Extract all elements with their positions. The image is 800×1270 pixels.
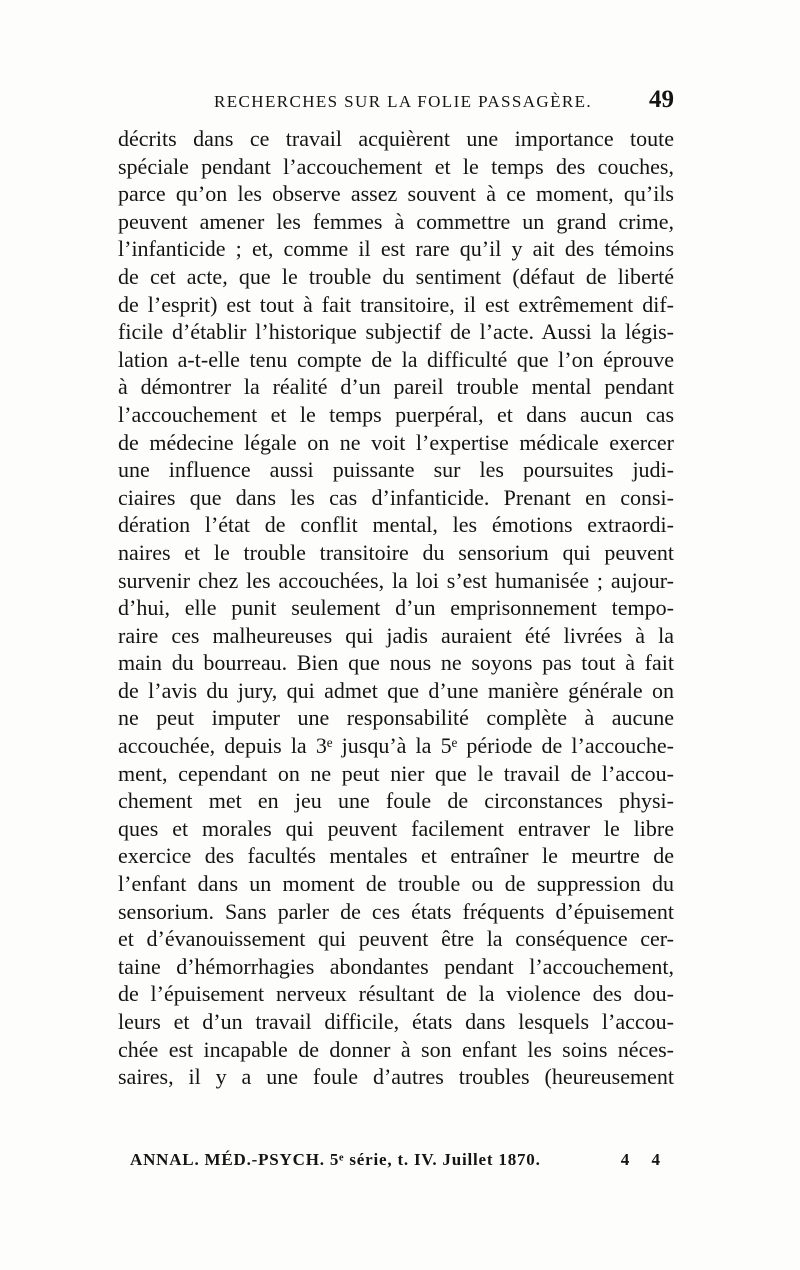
text-line: dération l’état de conflit mental, les émotions extraordi- [118, 512, 674, 538]
text-line: parce qu’on les observe assez souvent à ce moment, qu’ils [118, 181, 674, 207]
journal-reference: ANNAL. MÉD.-PSYCH. 5ᵉ série, t. IV. Juillet 1870. [130, 1150, 541, 1169]
text-line: et d’évanouissement qui peuvent être la conséquence cer- [118, 926, 674, 952]
text-line: ment, cependant on ne peut nier que le travail de l’accou- [118, 760, 674, 786]
text-line: ne peut imputer une responsabilité complète à aucune [118, 705, 674, 731]
text-line: à démontrer la réalité d’un pareil trouble mental pendant [118, 374, 674, 400]
text-line: chement met en jeu une foule de circonstances physi- [118, 788, 674, 814]
text-line: saires, il y a une foule d’autres troubles (heureusement [118, 1064, 674, 1090]
running-title: RECHERCHES SUR LA FOLIE PASSAGÈRE. [214, 92, 593, 111]
text-line: ques et morales qui peuvent facilement entraver le libre [118, 815, 674, 841]
text-line: de médecine légale on ne voit l’expertise médicale exercer [118, 429, 674, 455]
text-line: l’infanticide ; et, comme il est rare qu’il y ait des témoins [118, 236, 674, 262]
text-line: main du bourreau. Bien que nous ne soyons pas tout à fait [118, 650, 674, 676]
text-line: taine d’hémorrhagies abondantes pendant l’accouchement, [118, 953, 674, 979]
text-line: ciaires que dans les cas d’infanticide. Prenant en consi- [118, 484, 674, 510]
text-line: accouchée, depuis la 3ᵉ jusqu’à la 5ᵉ période de l’accouche- [118, 733, 674, 759]
text-line: de l’esprit) est tout à fait transitoire, il est extrêmement dif- [118, 291, 674, 317]
text-line: naires et le trouble transitoire du sensorium qui peuvent [118, 539, 674, 565]
text-line: l’accouchement et le temps puerpéral, et dans aucun cas [118, 401, 674, 427]
text-line: de l’avis du jury, qui admet que d’une manière générale on [118, 677, 674, 703]
text-line: de cet acte, que le trouble du sentiment (défaut de liberté [118, 263, 674, 289]
text-line: d’hui, elle punit seulement d’un emprisonnement tempo- [118, 595, 674, 621]
text-line: ficile d’établir l’historique subjectif de l’acte. Aussi la légis- [118, 319, 674, 345]
text-line: raire ces malheureuses qui jadis auraient été livrées à la [118, 622, 674, 648]
text-line: exercice des facultés mentales et entraîner le meurtre de [118, 843, 674, 869]
text-line: l’enfant dans un moment de trouble ou de suppression du [118, 871, 674, 897]
text-line: sensorium. Sans parler de ces états fréquents d’épuisement [118, 898, 674, 924]
text-line: une influence aussi puissante sur les poursuites judi- [118, 457, 674, 483]
body-text [118, 125, 674, 1091]
text-line: peuvent amener les femmes à commettre un grand crime, [118, 208, 674, 234]
page-number: 49 [649, 86, 674, 113]
text-line: lation a-t-elle tenu compte de la difficulté que l’on éprouve [118, 346, 674, 372]
text-line: leurs et d’un travail difficile, états dans lesquels l’accou- [118, 1009, 674, 1034]
printer-signature [130, 1150, 660, 1176]
text-line: décrits dans ce travail acquièrent une importance toute [118, 126, 674, 151]
running-head [118, 86, 678, 116]
signature-mark: 4 4 [620, 1150, 660, 1169]
text-line: spéciale pendant l’accouchement et le temps des couches, [118, 153, 674, 179]
text-line: de l’épuisement nerveux résultant de la violence des dou- [118, 981, 674, 1007]
text-line: survenir chez les accouchées, la loi s’est humanisée ; aujour- [118, 567, 674, 593]
text-line: chée est incapable de donner à son enfant les soins néces- [118, 1036, 674, 1062]
